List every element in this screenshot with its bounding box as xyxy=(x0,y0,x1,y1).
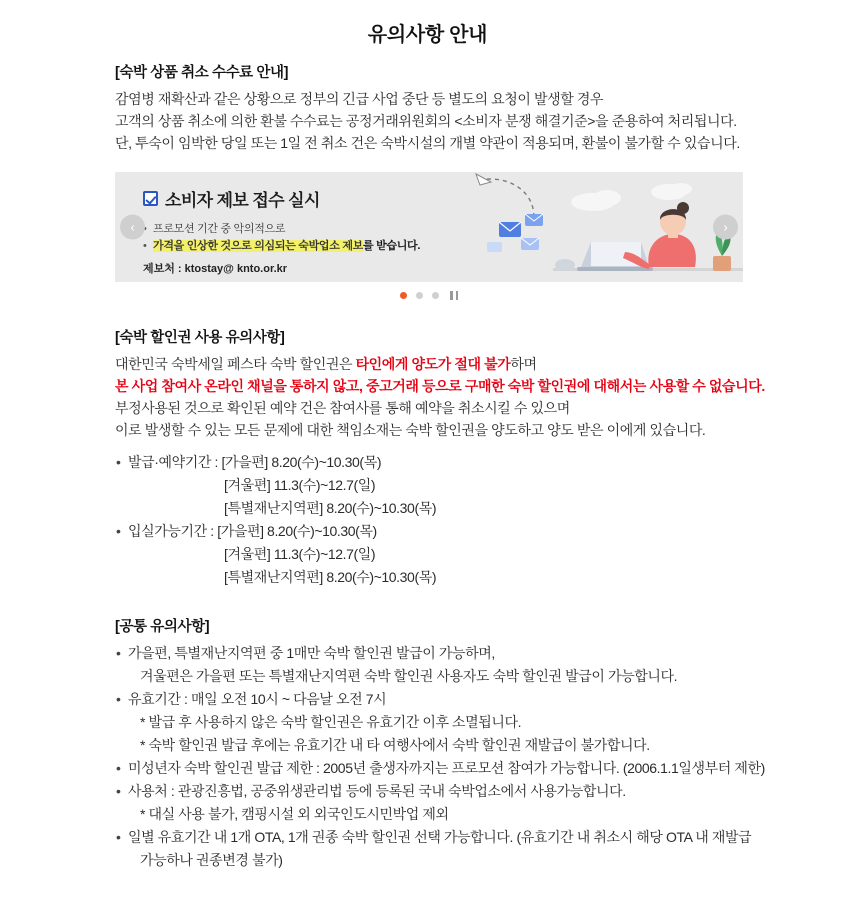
cancel-fee-heading: [숙박 상품 취소 수수료 안내] xyxy=(115,65,289,81)
common-item-4-line-2: * 대실 사용 불가, 캠핑시설 외 외국인도시민박업 제외 xyxy=(140,806,449,822)
common-item-2-line-2: * 발급 후 사용하지 않은 숙박 할인권은 유효기간 이후 소멸됩니다. xyxy=(140,714,522,730)
banner-title: 소비자 제보 접수 실시 xyxy=(165,191,320,210)
list-item xyxy=(115,642,743,688)
carousel-prev-button[interactable]: ‹ xyxy=(120,215,145,240)
banner-bullet-line-1: • 프로모션 기간 중 악의적으로 xyxy=(143,221,473,238)
section-cancel-fee xyxy=(115,61,743,154)
common-item-3-line-1: 미성년자 숙박 할인권 발급 제한 : 2005년 출생자까지는 프로모션 참여가 가능합니다. (2006.1.1일생부터 제한) xyxy=(128,760,765,776)
coupon-notice-line-2: 본 사업 참여사 온라인 채널을 통하지 않고, 중고거래 등으로 구매한 숙박 할인권에 대해서는 사용할 수 없습니다. xyxy=(115,378,765,394)
carousel-next-button[interactable]: › xyxy=(713,215,738,240)
page-title: 유의사항 안내 xyxy=(367,24,488,46)
issue-period-row-2: [겨울편] 11.3(수)~12.7(일) xyxy=(224,477,376,493)
section-common-notice xyxy=(115,615,765,872)
banner-highlight-text: 가격을 인상한 것으로 의심되는 숙박업소 제보 xyxy=(153,240,363,252)
list-item xyxy=(115,688,743,757)
banner-bullets xyxy=(143,221,473,255)
section-coupon-notice xyxy=(115,326,765,589)
list-item xyxy=(115,451,743,520)
coupon-line1-plain: 대한민국 숙박세일 페스타 숙박 할인권은 xyxy=(115,356,356,372)
carousel-pause-button[interactable] xyxy=(450,291,458,300)
issue-period-row-3: [특별재난지역편] 8.20(수)~10.30(목) xyxy=(224,500,437,516)
carousel-dot-3[interactable] xyxy=(432,292,439,299)
banner-title-row xyxy=(143,186,473,211)
coupon-notice-line-4: 이로 발생할 수 있는 모든 문제에 대한 책임소재는 숙박 할인권을 양도하고 양도 받은 이에게 있습니다. xyxy=(115,422,706,438)
coupon-notice-line-3: 부정사용된 것으로 확인된 예약 건은 참여사를 통해 예약을 취소시킬 수 있으며 xyxy=(115,400,570,416)
checkin-period-label: 입실가능기간 : xyxy=(128,523,218,539)
coupon-line1-tail: 하며 xyxy=(510,356,537,372)
common-item-4-line-1: 사용처 : 관광진흥법, 공중위생관리법 등에 등록된 국내 숙박업소에서 사용가능합니다. xyxy=(128,783,626,799)
common-item-1-line-2: 겨울편은 가을편 또는 특별재난지역편 숙박 할인권 사용자도 숙박 할인권 발급이 가능합니다. xyxy=(140,668,678,684)
common-item-5-line-2: 가능하나 권종변경 불가) xyxy=(140,852,283,868)
banner-bullet-line-2 xyxy=(143,238,473,255)
banner-contact xyxy=(143,260,473,276)
carousel-indicators[interactable] xyxy=(115,282,743,300)
checkin-period-row-1: [가을편] 8.20(수)~10.30(목) xyxy=(217,523,377,539)
common-notice-list xyxy=(115,642,765,872)
common-item-2-line-1: 유효기간 : 매일 오전 10시 ~ 다음날 오전 7시 xyxy=(128,691,387,707)
promo-carousel[interactable] xyxy=(115,172,743,300)
notice-content xyxy=(0,61,855,872)
common-item-2-line-3: * 숙박 할인권 발급 후에는 유효기간 내 타 여행사에서 숙박 할인권 재발급이 불가합니다. xyxy=(140,737,650,753)
checkin-period-row-3: [특별재난지역편] 8.20(수)~10.30(목) xyxy=(224,569,437,585)
promo-banner[interactable] xyxy=(115,172,743,282)
banner-illustration xyxy=(473,172,743,282)
checkbox-icon xyxy=(143,191,158,206)
checkin-period-row-2: [겨울편] 11.3(수)~12.7(일) xyxy=(224,546,376,562)
common-item-1-line-1: 가을편, 특별재난지역편 중 1매만 숙박 할인권 발급이 가능하며, xyxy=(128,645,495,661)
list-item xyxy=(115,780,743,826)
issue-period-row-1: [가을편] 8.20(수)~10.30(목) xyxy=(221,454,382,470)
banner-text-block xyxy=(143,186,473,276)
common-notice-heading: [공통 유의사항] xyxy=(115,619,210,635)
cancel-fee-line-1: 감염병 재확산과 같은 상황으로 정부의 긴급 사업 중단 등 별도의 요청이 발생할 경우 xyxy=(115,91,604,107)
coupon-notice-line-1 xyxy=(115,353,743,375)
cancel-fee-line-2: 고객의 상품 취소에 의한 환불 수수료는 공정거래위원회의 <소비자 분쟁 해결기준>을 준용하여 처리됩니다. xyxy=(115,113,737,129)
banner-bullet-tail: 를 받습니다. xyxy=(362,240,421,252)
issue-period-label: 발급·예약기간 : xyxy=(128,454,222,470)
banner-contact-value: ktostay@ knto.or.kr xyxy=(184,263,288,275)
common-item-5-line-1: 일별 유효기간 내 1개 OTA, 1개 권종 숙박 할인권 선택 가능합니다. (유효기간 내 취소시 해당 OTA 내 재발급 xyxy=(128,829,752,845)
list-item xyxy=(115,757,765,780)
list-item xyxy=(115,826,752,872)
carousel-dot-1[interactable] xyxy=(400,292,407,299)
banner-contact-label: 제보처 : xyxy=(143,263,185,275)
coupon-notice-heading: [숙박 할인권 사용 유의사항] xyxy=(115,330,285,346)
carousel-dot-2[interactable] xyxy=(416,292,423,299)
list-item xyxy=(115,520,743,589)
coupon-line1-emphasis: 타인에게 양도가 절대 불가 xyxy=(355,356,511,372)
cancel-fee-line-3: 단, 투숙이 임박한 당일 또는 1일 전 취소 건은 숙박시설의 개별 약관이 적용되며, 환불이 불가할 수 있습니다. xyxy=(115,135,740,151)
coupon-period-list xyxy=(115,451,743,589)
